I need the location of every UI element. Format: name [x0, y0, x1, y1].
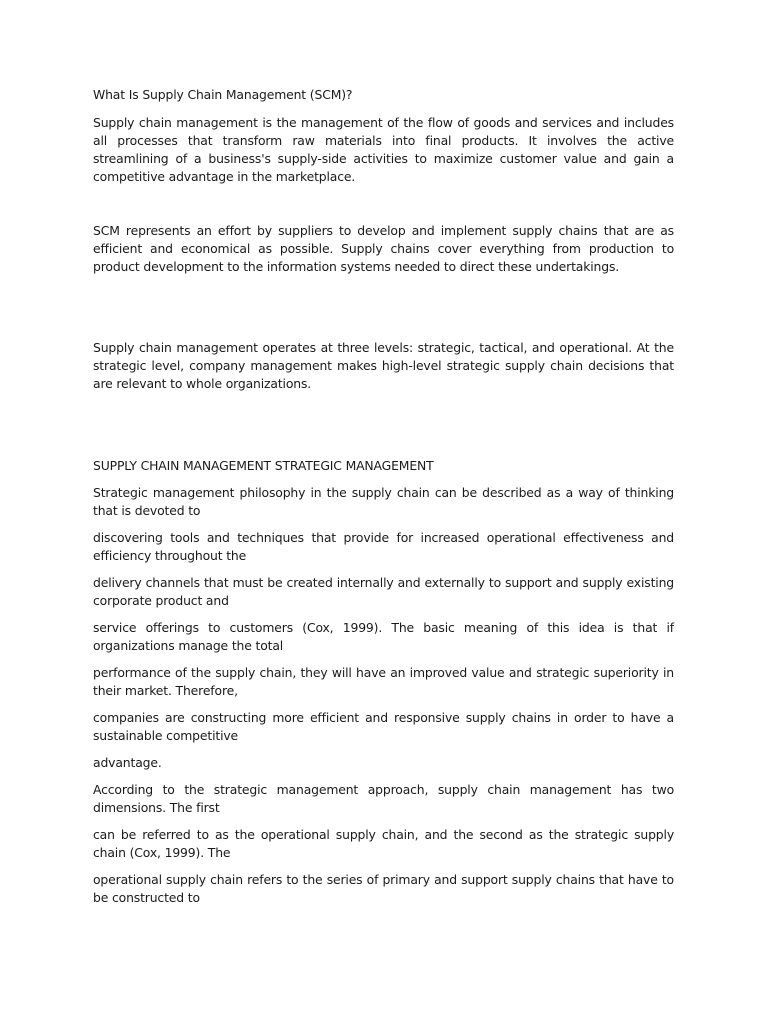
section-heading-strategic-management: SUPPLY CHAIN MANAGEMENT STRATEGIC MANAGEMENT — [93, 458, 434, 473]
paragraph-strategic-6: companies are constructing more efficient and responsive supply chains in order to have a sustainable competitive — [93, 710, 674, 743]
paragraph-strategic-2: discovering tools and techniques that provide for increased operational effectiveness and efficiency throughout the — [93, 530, 674, 563]
paragraph-scm-effort: SCM represents an effort by suppliers to develop and implement supply chains that are as efficient and economical as possible. Supply chains cover everything from production to product development to the information systems needed to direct these undertakings. — [93, 223, 674, 274]
paragraph-strategic-5: performance of the supply chain, they will have an improved value and strategic superiority in their market. Therefore, — [93, 665, 674, 698]
paragraph-scm-levels: Supply chain management operates at three levels: strategic, tactical, and operational. At the strategic level, company management makes high-level strategic supply chain decisions that are relevant to whole organizations. — [93, 340, 674, 391]
paragraph-scm-definition: Supply chain management is the management of the flow of goods and services and includes all processes that transform raw materials into final products. It involves the active streamlining of a business's supply-side activities to maximize customer value and gain a competitive advantage in the marketplace. — [93, 115, 674, 184]
section-heading-what-is-scm: What Is Supply Chain Management (SCM)? — [93, 87, 353, 102]
paragraph-strategic-1: Strategic management philosophy in the supply chain can be described as a way of thinking that is devoted to — [93, 485, 674, 518]
paragraph-strategic-8: According to the strategic management approach, supply chain management has two dimensions. The first — [93, 782, 674, 815]
paragraph-strategic-10: operational supply chain refers to the series of primary and support supply chains that have to be constructed to — [93, 872, 674, 905]
paragraph-strategic-9: can be referred to as the operational supply chain, and the second as the strategic supply chain (Cox, 1999). The — [93, 827, 674, 860]
paragraph-strategic-3: delivery channels that must be created internally and externally to support and supply existing corporate product and — [93, 575, 674, 608]
paragraph-strategic-4: service offerings to customers (Cox, 1999). The basic meaning of this idea is that if organizations manage the total — [93, 620, 674, 653]
paragraph-strategic-7: advantage. — [93, 755, 162, 770]
